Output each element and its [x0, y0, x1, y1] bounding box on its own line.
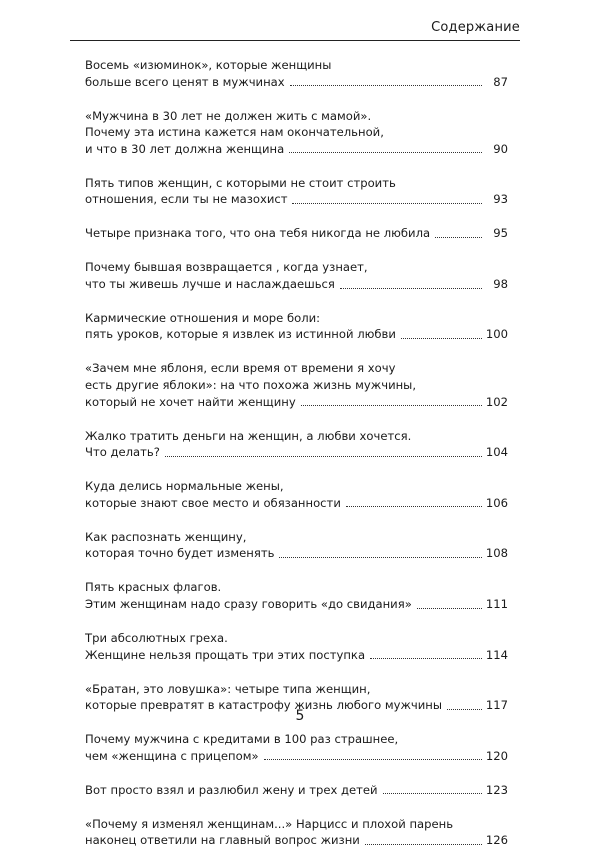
toc-entry-title-line: которые превратят в катастрофу жизнь любого мужчины [85, 698, 443, 713]
dot-leader [290, 85, 482, 86]
toc-entry-last-line [85, 782, 508, 799]
toc-page-number: 106 [485, 495, 508, 510]
dot-leader [340, 288, 482, 289]
toc-page-number: 120 [485, 748, 508, 763]
toc-entry-title-line: что ты живешь лучше и наслаждаешься [85, 276, 335, 291]
dot-leader [289, 152, 482, 153]
toc-entry-title-line: Кармические отношения и море боли: [85, 310, 321, 325]
dot-leader [370, 658, 482, 659]
dot-leader [435, 237, 482, 238]
toc-entry [85, 731, 508, 764]
toc-entry-last-line [85, 495, 508, 512]
toc-page-number: 114 [485, 647, 508, 662]
toc-entry-title-line: Что делать? [85, 445, 160, 460]
toc-entry-last-line [85, 141, 508, 158]
toc-entry-title-line: чем «женщина с прицепом» [85, 748, 259, 763]
dot-leader [264, 759, 482, 760]
dot-leader [401, 338, 482, 339]
dot-leader [301, 405, 482, 406]
toc-entry-last-line [85, 276, 508, 293]
toc-entry [85, 259, 508, 292]
toc-entry [85, 310, 508, 343]
toc-entry-title-line: наконец ответили на главный вопрос жизни [85, 833, 360, 848]
toc-page-number: 93 [493, 192, 508, 207]
toc-entry-title-line: «Зачем мне яблоня, если время от времени я хочу [85, 361, 396, 376]
dot-leader [292, 203, 482, 204]
toc-page-number: 111 [485, 596, 508, 611]
toc-entry-last-line [85, 832, 508, 849]
toc-page-number: 126 [485, 833, 508, 848]
page-number: 5 [295, 708, 305, 724]
dot-leader [279, 557, 481, 558]
running-head-title: Содержание [431, 20, 520, 35]
toc-page-number: 123 [485, 782, 508, 797]
toc-entry-last-line [85, 545, 508, 562]
toc-entry-title-line: отношения, если ты не мазохист [85, 192, 288, 207]
toc-page-number: 90 [493, 141, 508, 156]
toc-entry-title-line: Женщине нельзя прощать три этих поступка [85, 647, 366, 662]
toc-page-number: 95 [493, 226, 508, 241]
toc-entry [85, 579, 508, 612]
toc-entry-last-line [85, 748, 508, 765]
toc-entry [85, 816, 508, 849]
toc-entry [85, 529, 508, 562]
toc-entry-last-line [85, 444, 508, 461]
toc-entry-last-line [85, 326, 508, 343]
toc-entry-title-line: Восемь «изюминок», которые женщины [85, 58, 332, 72]
toc-entry-title-line: Пять красных флагов. [85, 580, 222, 595]
toc-entry-last-line [85, 225, 508, 242]
dot-leader [383, 793, 482, 794]
toc-entry-title-line: «Братан, это ловушка»: четыре типа женщин, [85, 681, 371, 696]
toc-entry-title-line: Почему мужчина с кредитами в 100 раз страшнее, [85, 732, 399, 747]
toc-entry-title-line: которая точно будет изменять [85, 546, 275, 561]
toc-entry-last-line [85, 74, 508, 91]
toc-entry [85, 57, 508, 90]
toc-entry [85, 478, 508, 511]
toc-entry [85, 630, 508, 663]
dot-leader [346, 506, 482, 507]
toc-page-number: 102 [485, 394, 508, 409]
toc-entry-last-line [85, 596, 508, 613]
toc-entry-title-line: есть другие яблоки»: на что похожа жизнь мужчины, [85, 378, 417, 393]
toc-page-number: 104 [485, 445, 508, 460]
toc-entry-title-line: Пять типов женщин, с которыми не стоит строить [85, 175, 396, 190]
toc-entry-title-line: Почему бывшая возвращается , когда узнает, [85, 260, 368, 275]
toc-entry-last-line [85, 647, 508, 664]
toc-entry-title-line: Этим женщинам надо сразу говорить «до свидания» [85, 596, 412, 611]
toc-entry-title-line: «Почему я изменял женщинам...» Нарцисс и плохой парень [85, 816, 454, 831]
toc-entry-last-line [85, 191, 508, 208]
toc-page-number: 87 [493, 74, 508, 89]
toc-entry-title-line: которые знают свое место и обязанности [85, 495, 341, 510]
toc-entry-title-line: и что в 30 лет должна женщина [85, 141, 285, 156]
toc-entry-title-line: Почему эта истина кажется нам окончательной, [85, 125, 384, 140]
toc-entry-title-line: Четыре признака того, что она тебя никогда не любила [85, 226, 431, 241]
toc-entry-title-line: Как распознать женщину, [85, 529, 247, 544]
toc-entry-title-line: Вот просто взял и разлюбил жену и трех детей [85, 782, 378, 797]
toc-entry [85, 360, 508, 410]
toc-entry [85, 428, 508, 461]
toc-entry [85, 225, 508, 242]
dot-leader [365, 844, 482, 845]
toc-entry-title-line: пять уроков, которые я извлек из истинной любви [85, 327, 396, 342]
toc-entry-title-line: Куда делись нормальные жены, [85, 479, 284, 494]
dot-leader [417, 608, 482, 609]
toc-page-number: 108 [485, 546, 508, 561]
toc-entry-title-line: Жалко тратить деньги на женщин, а любви хочется. [85, 428, 412, 443]
toc-entry-title-line: больше всего ценят в мужчинах [85, 74, 285, 89]
toc-page-number: 117 [485, 698, 508, 713]
toc-entry-title-line: Три абсолютных греха. [85, 630, 228, 645]
toc-entry [85, 175, 508, 208]
dot-leader [165, 456, 482, 457]
toc-entry-last-line [85, 394, 508, 411]
toc-page-number: 98 [493, 276, 508, 291]
header-rule [70, 40, 520, 41]
table-of-contents [85, 57, 508, 866]
toc-entry-title-line: «Мужчина в 30 лет не должен жить с мамой». [85, 108, 372, 123]
toc-page-number: 100 [485, 327, 508, 342]
toc-entry-title-line: который не хочет найти женщину [85, 394, 296, 409]
toc-entry [85, 108, 508, 158]
toc-entry [85, 782, 508, 799]
